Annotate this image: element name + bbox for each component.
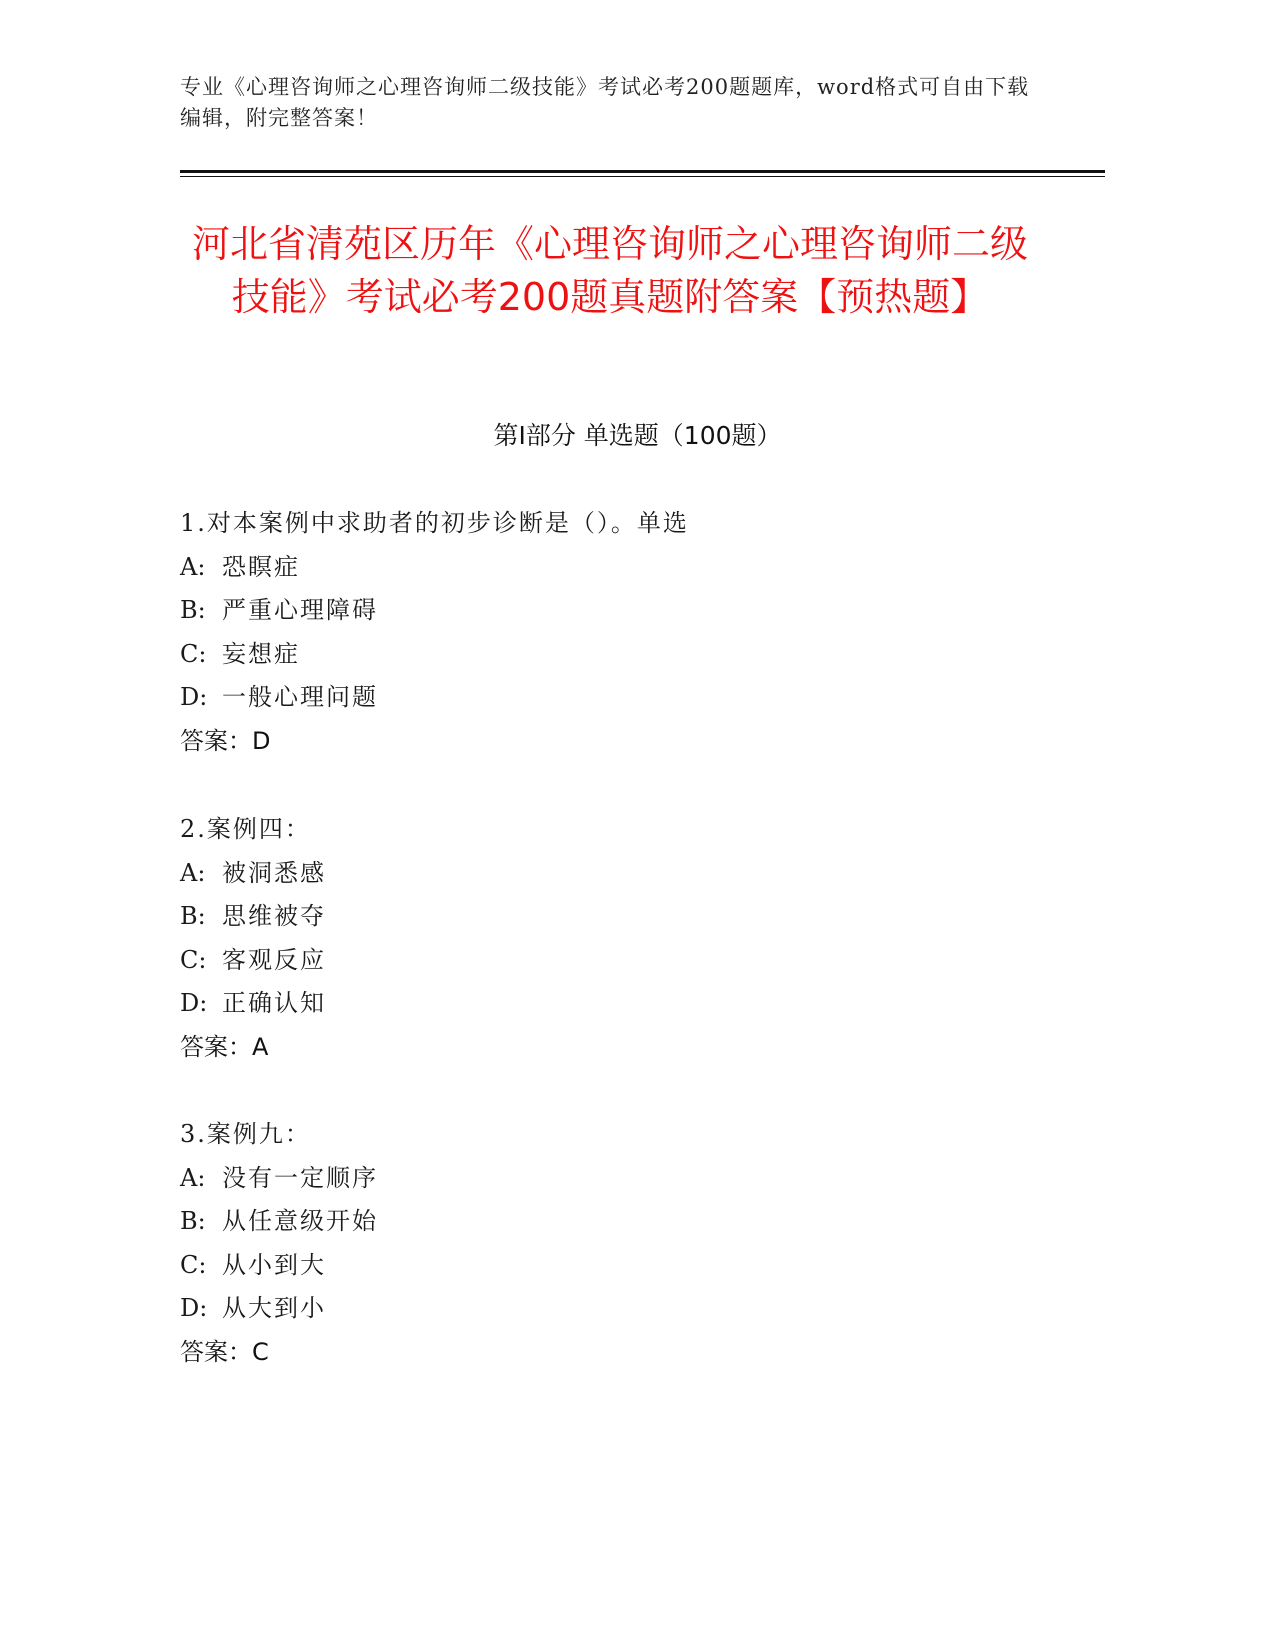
option-key: C:	[180, 1250, 207, 1279]
option-b	[180, 895, 1080, 939]
option-key: A:	[180, 1163, 206, 1192]
option-c	[180, 939, 1080, 983]
option-text: 被洞悉感	[222, 858, 326, 887]
option-text: 客观反应	[222, 945, 326, 974]
answer-line: 答案：C	[180, 1337, 269, 1366]
header-rule-thin	[180, 176, 1105, 177]
option-key: A:	[180, 858, 206, 887]
question-stem: 1.对本案例中求助者的初步诊断是（）。单选	[180, 509, 689, 537]
option-text: 恐瞑症	[222, 552, 300, 581]
option-c	[180, 633, 1080, 677]
option-text: 一般心理问题	[222, 683, 378, 711]
option-text: 思维被夺	[222, 902, 326, 930]
question-block	[180, 1113, 1080, 1374]
option-c	[180, 1244, 1080, 1288]
option-text: 妄想症	[222, 639, 300, 668]
header-rule-thick	[180, 170, 1105, 173]
question-block	[180, 808, 1080, 1069]
option-key: C:	[180, 639, 207, 668]
option-d	[180, 676, 1080, 720]
option-text: 从小到大	[222, 1250, 326, 1279]
option-key: C:	[180, 945, 207, 974]
section-title: 第I部分 单选题（100题）	[493, 421, 782, 450]
option-a	[180, 1157, 1080, 1201]
option-a	[180, 546, 1080, 590]
option-a	[180, 852, 1080, 896]
option-key: B:	[180, 596, 206, 624]
answer-line: 答案：A	[180, 1032, 269, 1061]
option-text: 严重心理障碍	[222, 596, 378, 624]
option-text: 从任意级开始	[222, 1207, 378, 1235]
option-key: A:	[180, 552, 206, 581]
question-stem: 2.案例四：	[180, 815, 311, 843]
option-text: 正确认知	[222, 989, 326, 1017]
option-key: D:	[180, 989, 208, 1017]
document-title: 河北省清苑区历年《心理咨询师之心理咨询师二级技能》考试必考200题真题附答案【预热题】	[191, 222, 1028, 319]
option-b	[180, 589, 1080, 633]
option-text: 没有一定顺序	[222, 1163, 378, 1192]
header-note: 专业《心理咨询师之心理咨询师二级技能》考试必考200题题库，word格式可自由下载编辑，附完整答案！	[180, 75, 1030, 130]
option-d	[180, 982, 1080, 1026]
option-key: D:	[180, 683, 208, 711]
question-stem: 3.案例九：	[180, 1120, 311, 1148]
option-key: B:	[180, 1207, 206, 1235]
option-d	[180, 1287, 1080, 1331]
option-key: D:	[180, 1294, 208, 1322]
option-b	[180, 1200, 1080, 1244]
answer-line: 答案：D	[180, 726, 271, 755]
option-text: 从大到小	[222, 1294, 326, 1322]
option-key: B:	[180, 902, 206, 930]
question-block	[180, 502, 1080, 763]
